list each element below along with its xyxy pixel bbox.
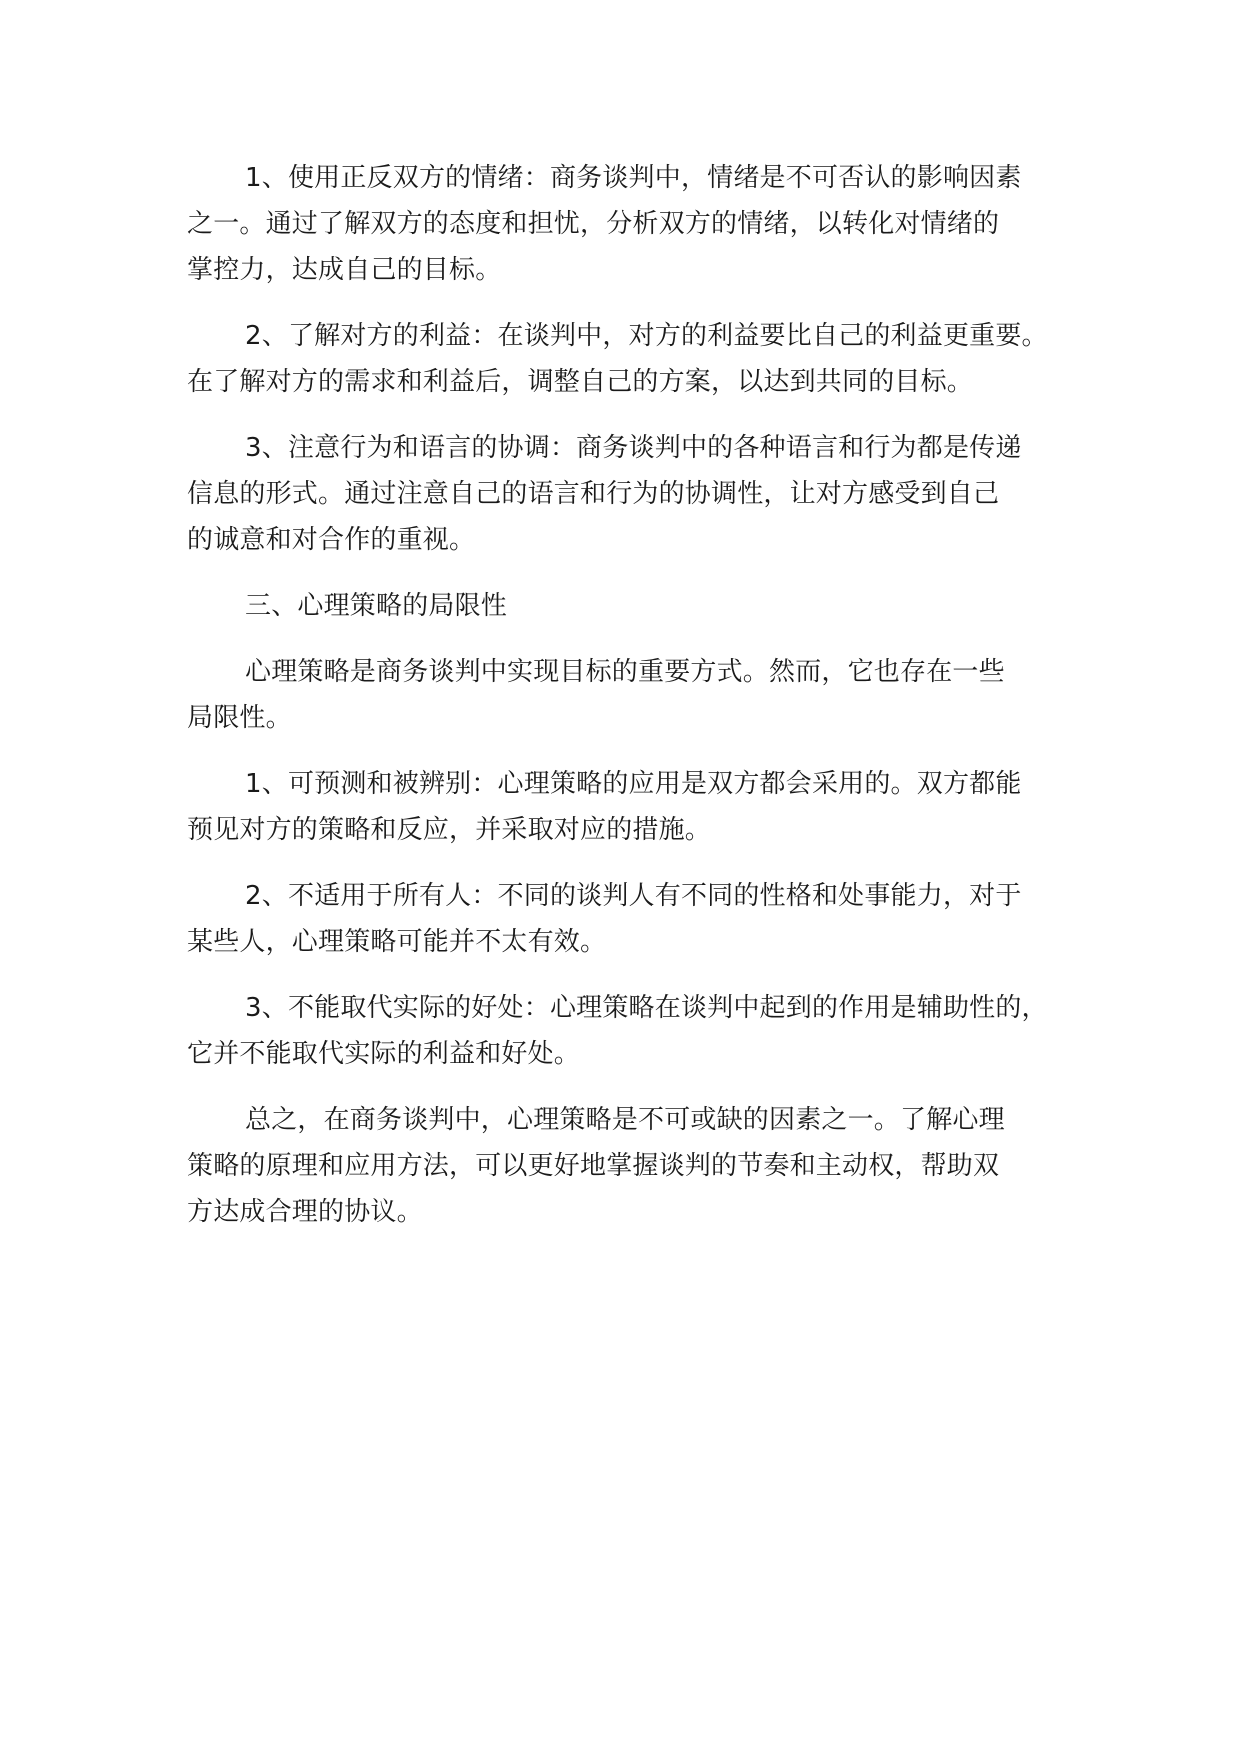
- document-body: [187, 155, 1067, 1255]
- paragraph-predictable: [187, 761, 1067, 853]
- paragraph-interests: [187, 313, 1067, 405]
- paragraph-line: 某些人，心理策略可能并不太有效。: [187, 927, 607, 957]
- paragraph-line: 2、不适用于所有人：不同的谈判人有不同的性格和处事能力，对于: [245, 881, 1022, 911]
- paragraph-conclusion: [187, 1097, 1067, 1235]
- paragraph-line: 的诚意和对合作的重视。: [187, 525, 476, 555]
- paragraph-line: 在了解对方的需求和利益后，调整自己的方案，以达到共同的目标。: [187, 367, 974, 397]
- paragraph-line: 1、可预测和被辨别：心理策略的应用是双方都会采用的。双方都能: [245, 769, 1022, 799]
- paragraph-line: 局限性。: [187, 703, 292, 733]
- paragraph-limitations-intro: [187, 649, 1067, 741]
- paragraph-line: 总之，在商务谈判中，心理策略是不可或缺的因素之一。了解心理: [245, 1105, 1005, 1135]
- paragraph-line: 2、了解对方的利益：在谈判中，对方的利益要比自己的利益更重要。: [245, 321, 1048, 351]
- paragraph-line: 方达成合理的协议。: [187, 1197, 423, 1227]
- paragraph-line: 策略的原理和应用方法，可以更好地掌握谈判的节奏和主动权，帮助双: [187, 1151, 1000, 1181]
- paragraph-no-substitute: [187, 985, 1067, 1077]
- paragraph-line: 掌控力，达成自己的目标。: [187, 255, 502, 285]
- paragraph-not-universal: [187, 873, 1067, 965]
- paragraph-line: 它并不能取代实际的利益和好处。: [187, 1039, 581, 1069]
- paragraph-line: 心理策略是商务谈判中实现目标的重要方式。然而，它也存在一些: [245, 657, 1005, 687]
- paragraph-line: 1、使用正反双方的情绪：商务谈判中，情绪是不可否认的影响因素: [245, 163, 1022, 193]
- section-heading: 三、心理策略的局限性: [245, 591, 508, 621]
- paragraph-line: 3、注意行为和语言的协调：商务谈判中的各种语言和行为都是传递: [245, 433, 1022, 463]
- paragraph-emotions: [187, 155, 1067, 293]
- paragraph-line: 3、不能取代实际的好处：心理策略在谈判中起到的作用是辅助性的，: [245, 993, 1048, 1023]
- paragraph-coordination: [187, 425, 1067, 563]
- paragraph-line: 预见对方的策略和反应，并采取对应的措施。: [187, 815, 712, 845]
- paragraph-line: 之一。通过了解双方的态度和担忧，分析双方的情绪，以转化对情绪的: [187, 209, 1000, 239]
- section-heading-limitations: [187, 583, 1067, 629]
- paragraph-line: 信息的形式。通过注意自己的语言和行为的协调性，让对方感受到自己: [187, 479, 1000, 509]
